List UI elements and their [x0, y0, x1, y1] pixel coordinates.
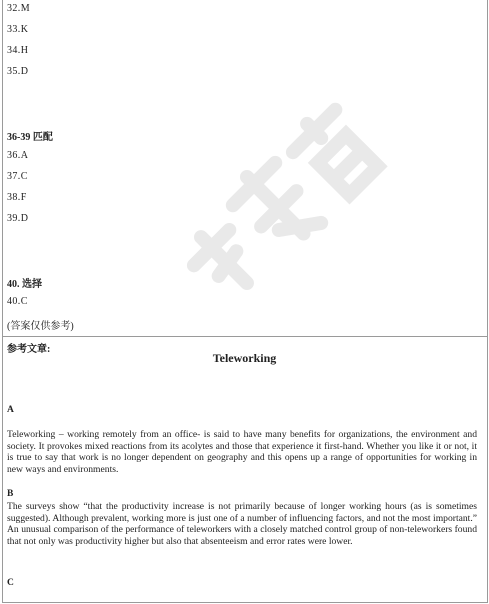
answer-32: 32.M	[7, 3, 30, 14]
article-title: Teleworking	[212, 351, 277, 365]
section-a-text: Teleworking – working remotely from an office- is said to have many benefits for organizations, the environment and society. It provokes mixed reactions from its acolytes and those that experience it first-hand. Whether you like it or not, it is true to say that work is no longer dependent on geography and this opens up a range of opportunities for working in new ways and environments.	[7, 429, 477, 475]
answer-39: 39.D	[7, 213, 29, 224]
answer-40: 40.C	[7, 296, 28, 307]
divider	[2, 336, 487, 337]
answer-35: 35.D	[7, 66, 29, 77]
section-letter-a: A	[7, 405, 14, 415]
reference-note: (答案仅供参考)	[7, 321, 74, 332]
answer-38: 38.F	[7, 192, 27, 203]
section-heading-match: 36-39 匹配	[7, 132, 53, 143]
article-label: 参考文章:	[7, 344, 51, 355]
answer-34: 34.H	[7, 45, 29, 56]
section-letter-b: B	[7, 489, 14, 499]
section-letter-c: C	[7, 578, 14, 588]
section-heading-choice: 40. 选择	[7, 279, 42, 290]
answer-33: 33.K	[7, 24, 29, 35]
answer-36: 36.A	[7, 150, 29, 161]
answer-37: 37.C	[7, 171, 28, 182]
section-b-text: The surveys show “that the productivity increase is not primarily because of longer working hours (as is sometimes suggested). Although prevalent, working more is just one of a number of influencing factors, and not the most important.” An unusual comparison of the performance of teleworkers with a closely matched control group of non-teleworkers found that not only was productivity higher but also that absenteeism and error rates were lower.	[7, 501, 477, 547]
